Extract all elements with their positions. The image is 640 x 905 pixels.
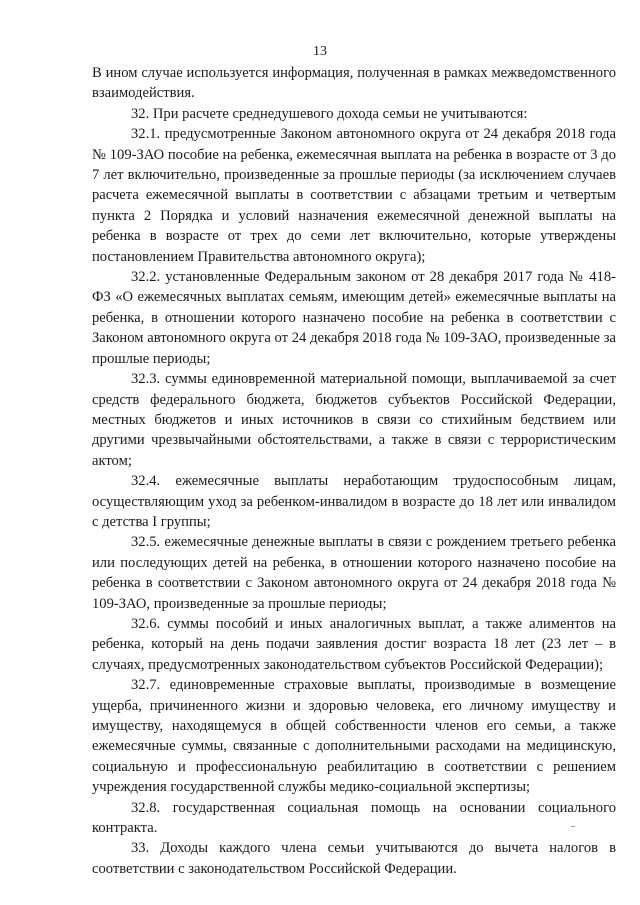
paragraph-33: 33. Доходы каждого члена семьи учитываются до вычета налогов в соответствии с законодательством Российской Федерации. <box>92 840 616 877</box>
document-body <box>92 63 616 879</box>
paragraph-32-6: 32.6. суммы пособий и иных аналогичных выплат, а также алиментов на ребенка, который на день подачи заявления достиг возраста 18 лет (23 лет – в случаях, предусмотренных законодательством субъектов Российской Федерации); <box>92 615 616 673</box>
paragraph-32-8: 32.8. государственная социальная помощь на основании социального контракта. <box>92 799 616 837</box>
page-number: 13 <box>313 44 327 59</box>
scan-artifact <box>571 826 575 827</box>
paragraph-continuation: В ином случае используется информация, полученная в рамках межведомственного взаимодействия. <box>92 65 616 102</box>
paragraph-32-2: 32.2. установленные Федеральным законом от 28 декабря 2017 года № 418-ФЗ «О ежемесячных выплатах семьям, имеющим детей» ежемесячные выплаты на ребенка, в отношении которого назначено пособие на ребенка в соответствии с Законом автономного округа от 24 декабря 2018 года № 109-ЗАО, произведенные за прошлые периоды; <box>92 269 616 367</box>
paragraph-32-5: 32.5. ежемесячные денежные выплаты в связи с рождением третьего ребенка или последующих детей на ребенка, в отношении которого назначено пособие на ребенка в соответствии с Законом автономного округа от 24 декабря 2018 года № 109-ЗАО, произведенные за прошлые периоды; <box>92 534 616 612</box>
paragraph-32-4: 32.4. ежемесячные выплаты неработающим трудоспособным лицам, осуществляющим уход за ребенком-инвалидом в возрасте до 18 лет или инвалидом с детства I группы; <box>92 473 616 530</box>
paragraph-32-7: 32.7. единовременные страховые выплаты, производимые в возмещение ущерба, причиненного жизни и здоровью человека, его личному имуществу и имуществу, находящемуся в общей собственности членов его семьи, а также ежемесячные суммы, связанные с дополнительными расходами на медицинскую, социальную и профессиональную реабилитацию в соответствии с решением учреждения государственной службы медико-социальной экспертизы; <box>92 677 616 796</box>
paragraph-32-3: 32.3. суммы единовременной материальной помощи, выплачиваемой за счет средств федерального бюджета, бюджетов субъектов Российской Федерации, местных бюджетов и иных источников в связи со стихийным бедствием или другими чрезвычайными обстоятельствами, а также в связи с террористическим актом; <box>92 371 616 469</box>
paragraph-32: 32. При расчете среднедушевого дохода семьи не учитываются: <box>131 105 528 122</box>
paragraph-32-1: 32.1. предусмотренные Законом автономного округа от 24 декабря 2018 года № 109-ЗАО пособие на ребенка, ежемесячная выплата на ребенка в возрасте от 3 до 7 лет включительно, произведенные за прошлые периоды (за исключением случаев расчета ежемесячной выплаты в соответствии с абзацами третьим и четвертым пункта 2 Порядка и условий назначения ежемесячной денежной выплаты на ребенка в возрасте от трех до семи лет включительно, которые утверждены постановлением Правительства автономного округа); <box>92 126 616 265</box>
